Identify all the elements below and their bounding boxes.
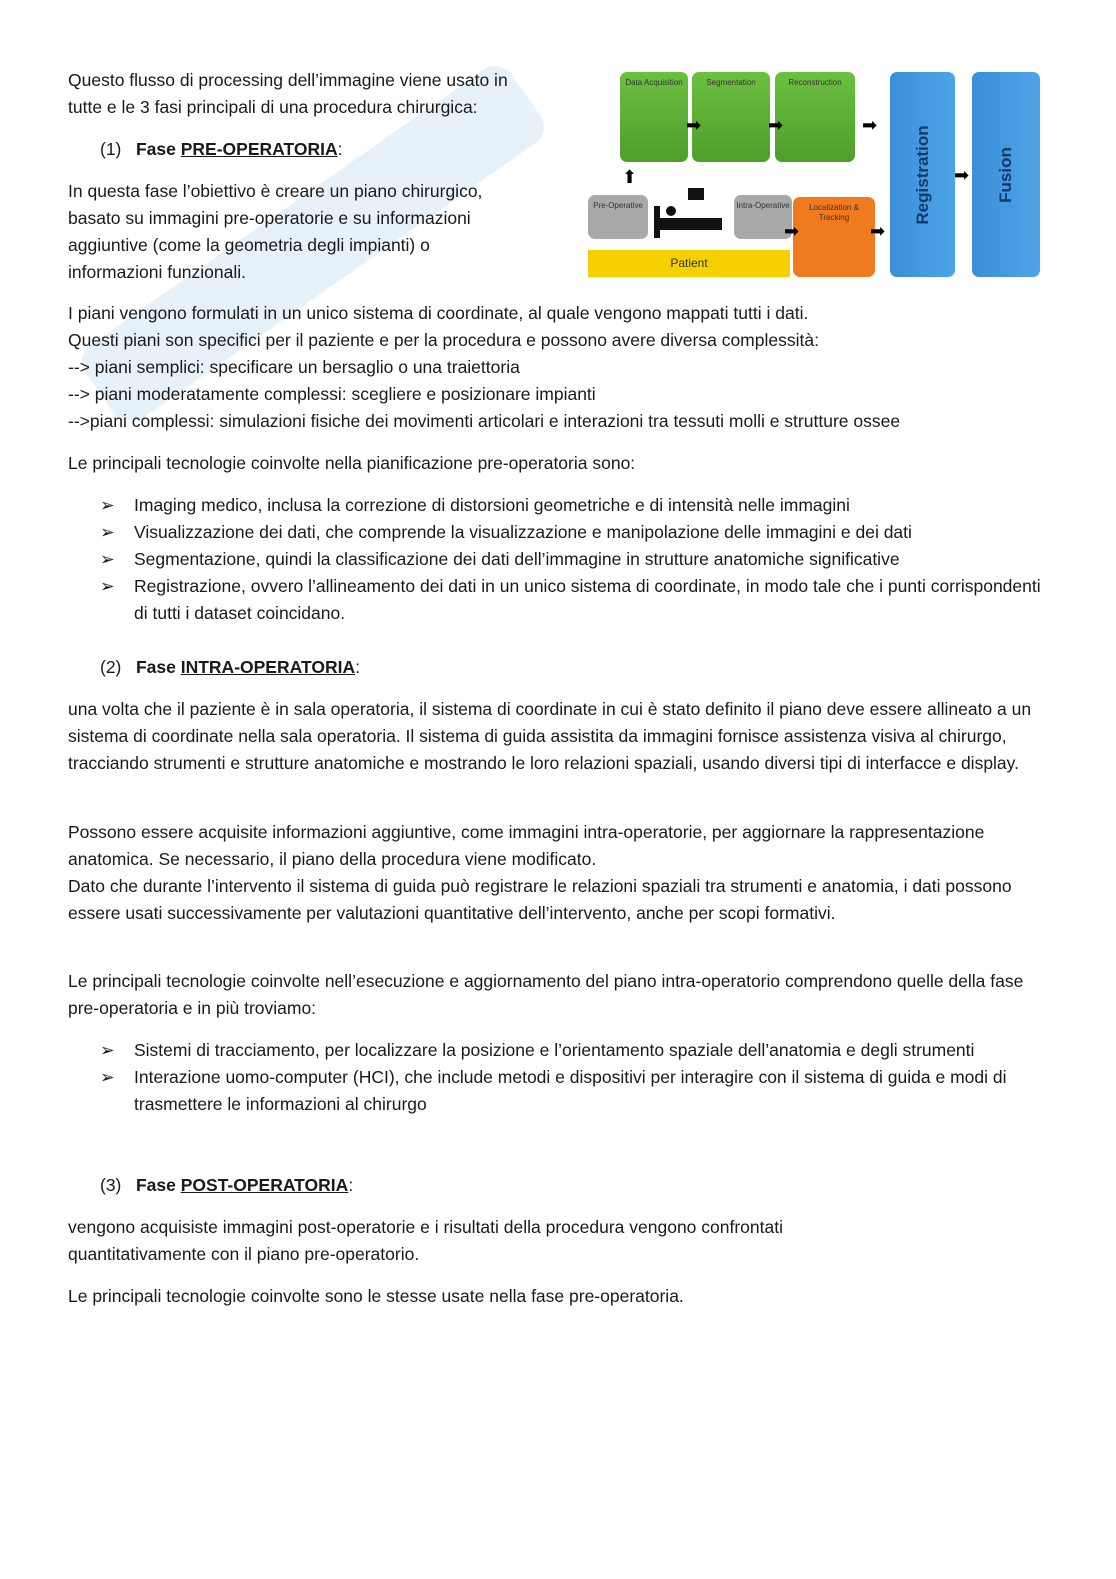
- diagram-localization-tracking: Localization & Tracking: [793, 197, 875, 277]
- intro-line: Questo flusso di processing dell’immagine viene usato in: [68, 70, 508, 90]
- intro-line: tutte e le 3 fasi principali di una procedura chirurgica:: [68, 97, 478, 117]
- phase2-bullet-list: [100, 1037, 1050, 1118]
- diagram-fusion: Fusion: [972, 72, 1040, 277]
- diagram-intra-operative: Intra-Operative: [734, 195, 792, 239]
- phase1-tech-intro: Le principali tecnologie coinvolte nella pianificazione pre-operatoria sono:: [68, 453, 636, 473]
- phase1-bullet-list: [100, 492, 1050, 627]
- phase2-tech-intro: Le principali tecnologie coinvolte nell’esecuzione e aggiornamento del piano intra-operatorio comprendono quelle della fase pre-operatoria e in più troviamo:: [68, 971, 1024, 1018]
- diagram-patient: Patient: [588, 250, 790, 277]
- arrow-bullet-icon: ➢: [100, 1067, 115, 1087]
- arrow-bullet-icon: ➢: [100, 1040, 115, 1060]
- arrow-icon: ➡: [686, 115, 702, 135]
- phase2-paragraph1: una volta che il paziente è in sala operatoria, il sistema di coordinate in cui è stato definito il piano deve essere allineato a un sistema di coordinate nella sala operatoria. Il sistema di guida assistita da immagini fornisce assistenza visiva al chirurgo, tracciando strumenti e strutture anatomiche e mostrando le loro relazioni spaziali, usando diversi tipi di interfacce e display.: [68, 699, 1032, 773]
- list-item: ➢ Segmentazione, quindi la classificazione dei dati dell’immagine in strutture anatomiche significative: [100, 546, 1050, 573]
- arrow-bullet-icon: ➢: [100, 549, 115, 569]
- arrow-up-icon: ⬆: [622, 167, 638, 187]
- list-item: ➢ Registrazione, ovvero l’allineamento dei dati in un unico sistema di coordinate, in modo tale che i punti corrispondenti di tutti i dataset coincidano.: [100, 573, 1050, 627]
- arrow-icon: ➡: [784, 221, 800, 241]
- processing-diagram: [584, 68, 1044, 282]
- arrow-icon: ➡: [768, 115, 784, 135]
- phase1-heading: (1) Fase PRE-OPERATORIA:: [100, 139, 343, 159]
- phase3-paragraph2: Le principali tecnologie coinvolte sono le stesse usate nella fase pre-operatoria.: [68, 1286, 684, 1306]
- diagram-registration: Registration: [890, 72, 955, 277]
- diagram-pre-operative: Pre-Operative: [588, 195, 648, 239]
- arrow-bullet-icon: ➢: [100, 576, 115, 596]
- diagram-segmentation: Segmentation: [692, 72, 770, 162]
- list-item: ➢ Visualizzazione dei dati, che comprende la visualizzazione e manipolazione delle immagini e dei dati: [100, 519, 1050, 546]
- patient-bed-icon: [654, 188, 724, 238]
- arrow-icon: ➡: [862, 115, 878, 135]
- arrow-bullet-icon: ➢: [100, 522, 115, 542]
- phase1-paragraph2: I piani vengono formulati in un unico sistema di coordinate, al quale vengono mappati tutti i dati. Questi piani son specifici per il paziente e per la procedura e possono avere diversa complessità: --> piani semplici: specificare un bersaglio o una traiettoria --> piani moderatamente complessi: scegliere e posizionare impianti -->piani complessi: simulazioni fisiche dei movimenti articolari e interazioni tra tessuti molli e strutture ossee: [68, 303, 901, 431]
- arrow-icon: ➡: [870, 221, 886, 241]
- intro-paragraph: [68, 67, 578, 121]
- phase1-paragraph1: In questa fase l’obiettivo è creare un piano chirurgico, basato su immagini pre-operatorie e su informazioni aggiuntive (come la geometria degli impianti) o informazioni funzionali.: [68, 181, 483, 282]
- diagram-reconstruction: Reconstruction: [775, 72, 855, 162]
- list-item: ➢ Interazione uomo-computer (HCI), che include metodi e dispositivi per interagire con il sistema di guida e modi di trasmettere le informazioni al chirurgo: [100, 1064, 1050, 1118]
- arrow-icon: ➡: [954, 165, 970, 185]
- list-item: ➢ Sistemi di tracciamento, per localizzare la posizione e l’orientamento spaziale dell’anatomia e degli strumenti: [100, 1037, 1050, 1064]
- arrow-bullet-icon: ➢: [100, 495, 115, 515]
- phase2-paragraph2: Possono essere acquisite informazioni aggiuntive, come immagini intra-operatorie, per aggiornare la rappresentazione anatomica. Se necessario, il piano della procedura viene modificato. Dato che durante l’intervento il sistema di guida può registrare le relazioni spaziali tra strumenti e anatomia, i dati possono essere usati successivamente per valutazioni quantitative dell’intervento, anche per scopi formativi.: [68, 822, 1012, 923]
- phase2-heading: (2) Fase INTRA-OPERATORIA:: [100, 657, 360, 677]
- phase3-heading: (3) Fase POST-OPERATORIA:: [100, 1175, 354, 1195]
- list-item: ➢ Imaging medico, inclusa la correzione di distorsioni geometriche e di intensità nelle immagini: [100, 492, 1050, 519]
- diagram-data-acquisition: Data Acquisition: [620, 72, 688, 162]
- phase3-paragraph1: vengono acquisiste immagini post-operatorie e i risultati della procedura vengono confrontati quantitativamente con il piano pre-operatorio.: [68, 1217, 783, 1264]
